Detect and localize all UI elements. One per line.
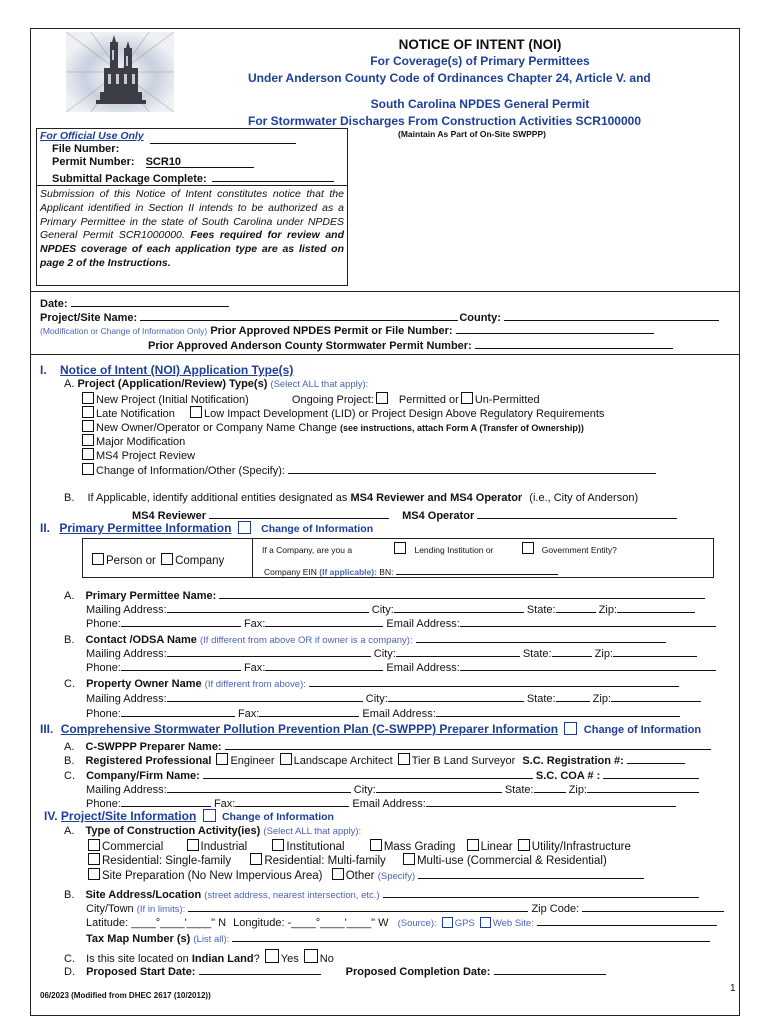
project-type-note: (Select ALL that apply): (270, 379, 369, 390)
utility-label: Utility/Infrastructure (531, 841, 631, 853)
government-label: Government Entity? (541, 545, 617, 555)
official-title-underline (150, 143, 296, 144)
b-email-field[interactable] (460, 659, 716, 671)
linear-label: Linear (480, 841, 513, 853)
section-3-title: Comprehensive Stormwater Pollution Prevention Plan (C-SWPPP) Preparer Information (60, 722, 559, 736)
new-project-checkbox[interactable] (82, 392, 94, 404)
s1-b-label: B. (64, 492, 75, 504)
res-multi-label: Residential: Multi-family (264, 855, 386, 867)
s3-c-label: C. (64, 770, 75, 782)
header-subtitle-2: Under Anderson County Code of Ordinances Chapter 24, Article V. and (248, 71, 651, 85)
date-label: Date: (40, 298, 68, 310)
tax-map-note: (List all): (193, 934, 230, 945)
other-label: Other (345, 870, 375, 882)
s4-d-label: D. (64, 966, 75, 978)
ongoing-label: Ongoing Project: (291, 394, 374, 406)
entity-box-divider (252, 538, 253, 578)
a-fax-label: Fax: (243, 618, 266, 630)
s3-state-field[interactable] (534, 781, 566, 793)
prior-npdes-field[interactable] (456, 322, 654, 334)
primary-permittee-field[interactable] (219, 587, 705, 599)
site-prep-checkbox[interactable] (88, 868, 100, 880)
s3-zip-label: Zip: (568, 784, 587, 796)
s3-fax-field[interactable] (235, 795, 349, 807)
c-phone-label: Phone: (86, 708, 121, 720)
other-note: (Specify) (377, 871, 416, 882)
yes-checkbox[interactable] (265, 949, 279, 963)
res-single-checkbox[interactable] (88, 853, 100, 865)
unpermitted-checkbox[interactable] (461, 392, 473, 404)
s2-change-label: Change of Information (261, 523, 374, 535)
s4-a-label: A. (64, 825, 75, 837)
a-city-label: City: (371, 604, 394, 616)
official-use-title: For Official Use Only (40, 130, 144, 142)
company-firm-field[interactable] (203, 767, 533, 779)
a-mailing-label: Mailing Address: (86, 604, 167, 616)
industrial-checkbox[interactable] (187, 839, 199, 851)
registered-professional-label: Registered Professional (85, 755, 212, 767)
website-field[interactable] (537, 914, 717, 926)
date-field[interactable] (71, 295, 229, 307)
s3-zip-field[interactable] (587, 781, 699, 793)
section-1-number: I. (40, 363, 47, 377)
c-email-field[interactable] (436, 705, 680, 717)
s1-b-text: If Applicable, identify additional entities designated as (87, 492, 348, 504)
s3-phone-label: Phone: (86, 798, 121, 810)
start-date-label: Proposed Start Date: (86, 966, 196, 978)
multi-use-label: Multi-use (Commercial & Residential) (416, 855, 607, 867)
contact-name-label: Contact /ODSA Name (85, 634, 197, 646)
a-phone-label: Phone: (86, 618, 121, 630)
modification-note: (Modification or Change of Information Only) (40, 326, 208, 336)
maintain-note: (Maintain As Part of On-Site SWPPP) (398, 129, 546, 139)
s3-fax-label: Fax: (213, 798, 236, 810)
construction-type-label: Type of Construction Activity(ies) (85, 825, 261, 837)
b-city-label: City: (373, 648, 396, 660)
property-owner-field[interactable] (309, 675, 679, 687)
section-4-title: Project/Site Information (60, 809, 197, 823)
a-zip-field[interactable] (617, 601, 695, 613)
contact-name-field[interactable] (416, 631, 666, 643)
government-checkbox[interactable] (522, 542, 534, 554)
ein-label: Company EIN (264, 567, 317, 577)
c-city-field[interactable] (388, 690, 524, 702)
engineer-checkbox[interactable] (216, 753, 228, 765)
late-notification-label: Late Notification (96, 408, 175, 420)
section-2-number: II. (40, 521, 51, 535)
permit-number-value: SCR10 (145, 156, 182, 168)
s3-change-label: Change of Information (583, 724, 702, 736)
city-town-label: City/Town (86, 903, 134, 915)
bn-field[interactable] (396, 565, 558, 575)
a-state-field[interactable] (556, 601, 596, 613)
indian-land-bold: Indian Land (191, 953, 254, 965)
mass-grading-label: Mass Grading (383, 841, 456, 853)
prior-county-field[interactable] (475, 337, 673, 349)
header-subtitle-3: South Carolina NPDES General Permit (370, 97, 590, 111)
city-town-field[interactable] (188, 900, 528, 912)
landscape-label: Landscape Architect (293, 755, 393, 767)
s2-a-label: A. (64, 590, 75, 602)
b-city-field[interactable] (396, 645, 520, 657)
b-zip-field[interactable] (613, 645, 697, 657)
res-single-label: Residential: Single-family (102, 855, 232, 867)
b-mailing-field[interactable] (167, 645, 371, 657)
institutional-label: Institutional (286, 841, 345, 853)
site-address-note: (street address, nearest intersection, etc.) (204, 890, 380, 901)
lid-checkbox[interactable] (190, 406, 202, 418)
landscape-checkbox[interactable] (280, 753, 292, 765)
preparer-name-label: C-SWPPP Preparer Name: (85, 741, 222, 753)
s3-city-field[interactable] (376, 781, 502, 793)
company-label: Company (175, 555, 225, 567)
gps-label: GPS (454, 918, 475, 929)
lending-checkbox[interactable] (394, 542, 406, 554)
source-label: (Source): (397, 918, 437, 929)
project-name-label: Project/Site Name: (40, 312, 138, 324)
county-field[interactable] (504, 309, 719, 321)
s2-change-checkbox[interactable] (238, 521, 251, 534)
a-zip-label: Zip: (598, 604, 617, 616)
change-other-field[interactable] (288, 462, 656, 474)
industrial-label: Industrial (200, 841, 248, 853)
registration-label: S.C. Registration #: (522, 755, 624, 767)
prior-npdes-label: Prior Approved NPDES Permit or File Number: (210, 325, 453, 337)
start-date-field[interactable] (199, 963, 321, 975)
late-notification-checkbox[interactable] (82, 406, 94, 418)
other-field[interactable] (418, 867, 644, 879)
lending-label: Lending Institution or (414, 545, 494, 555)
c-mailing-field[interactable] (167, 690, 363, 702)
new-project-label: New Project (Initial Notification) (96, 394, 249, 406)
s4-change-label: Change of Information (221, 811, 334, 823)
page-number: 1 (730, 983, 736, 994)
b-state-label: State: (522, 648, 552, 660)
s4-b-label: B. (64, 889, 75, 901)
other-checkbox[interactable] (332, 868, 344, 880)
tierb-checkbox[interactable] (398, 753, 410, 765)
c-city-label: City: (365, 693, 388, 705)
s3-phone-field[interactable] (121, 795, 211, 807)
header-subtitle-4: For Stormwater Discharges From Construction Activities SCR100000 (248, 114, 641, 128)
c-state-label: State: (526, 693, 556, 705)
fees-paragraph: Fees required for review and NPDES coverage of each application type are as listed on page 2 of the Instructions. (40, 229, 344, 269)
s3-change-checkbox[interactable] (564, 722, 577, 735)
section-4-number: IV. (44, 809, 58, 823)
website-label: Web Site: (492, 918, 534, 929)
institutional-checkbox[interactable] (272, 839, 284, 851)
property-owner-label: Property Owner Name (86, 678, 202, 690)
ms4-operator-field[interactable] (477, 507, 677, 519)
completion-date-label: Proposed Completion Date: (345, 966, 491, 978)
no-checkbox[interactable] (304, 949, 318, 963)
s4-change-checkbox[interactable] (203, 809, 216, 822)
new-owner-label: New Owner/Operator or Company Name Change (96, 422, 337, 434)
a-phone-field[interactable] (121, 615, 241, 627)
ein-note: (If applicable): (319, 567, 377, 577)
a-email-label: Email Address: (386, 618, 460, 630)
ms4-reviewer-field[interactable] (209, 507, 389, 519)
site-prep-label: Site Preparation (No New Impervious Area) (102, 870, 323, 882)
mass-grading-checkbox[interactable] (370, 839, 382, 851)
bn-label: BN: (379, 567, 394, 577)
new-owner-checkbox[interactable] (82, 420, 94, 432)
section-2-title: Primary Permittee Information (59, 521, 232, 535)
coa-label: S.C. COA # : (535, 770, 601, 782)
major-modification-checkbox[interactable] (82, 434, 94, 446)
construction-type-note: (Select ALL that apply): (263, 826, 362, 837)
form-title: NOTICE OF INTENT (NOI) (398, 37, 562, 52)
prior-county-label: Prior Approved Anderson County Stormwater Permit Number: (148, 340, 472, 352)
indian-land-question: Is this site located on (86, 953, 189, 965)
c-zip-field[interactable] (611, 690, 701, 702)
website-checkbox[interactable] (480, 917, 491, 928)
project-type-label: Project (Application/Review) Type(s) (77, 378, 268, 390)
s3-b-label: B. (64, 755, 75, 767)
c-fax-label: Fax: (237, 708, 260, 720)
s3-state-label: State: (504, 784, 534, 796)
notice-text (40, 188, 344, 271)
b-mailing-label: Mailing Address: (86, 648, 167, 660)
tierb-label: Tier B Land Surveyor (411, 755, 516, 767)
a-city-field[interactable] (394, 601, 524, 613)
site-address-label: Site Address/Location (85, 889, 202, 901)
county-label: County: (459, 312, 501, 324)
c-state-field[interactable] (556, 690, 590, 702)
section-3-number: III. (40, 722, 54, 736)
permitted-label: Permitted or (398, 394, 459, 406)
s3-email-label: Email Address: (352, 798, 426, 810)
no-label: No (319, 953, 334, 965)
unpermitted-label: Un-Permitted (474, 394, 540, 406)
submittal-complete-label: Submittal Package Complete: (52, 173, 207, 185)
contact-name-note: (If different from above OR if owner is a company): (199, 635, 413, 646)
s2-b-label: B. (64, 634, 75, 646)
a-fax-field[interactable] (265, 615, 383, 627)
section-1-title: Notice of Intent (NOI) Application Type(s) (60, 363, 294, 377)
new-owner-note: (see instructions, attach Form A (Transfer of Ownership)) (339, 423, 584, 433)
s1-a-label: A. (64, 378, 75, 390)
s3-mailing-field[interactable] (167, 781, 351, 793)
lid-label: Low Impact Development (LID) or Project Design Above Regulatory Requirements (203, 408, 605, 420)
s3-mailing-label: Mailing Address: (86, 784, 167, 796)
top-divider (30, 291, 740, 292)
primary-permittee-label: Primary Permittee Name: (85, 590, 217, 602)
yes-label: Yes (280, 953, 299, 965)
person-label: Person or (106, 555, 156, 567)
gps-checkbox[interactable] (442, 917, 453, 928)
submittal-complete-field[interactable] (212, 170, 334, 182)
footer-revision: 06/2023 (Modified from DHEC 2617 (10/2012)) (40, 991, 211, 1000)
completion-date-field[interactable] (494, 963, 606, 975)
change-other-label: Change of Information/Other (Specify): (96, 465, 285, 477)
major-modification-label: Major Modification (96, 436, 186, 448)
a-state-label: State: (526, 604, 556, 616)
registration-field[interactable] (627, 752, 685, 764)
b-state-field[interactable] (552, 645, 592, 657)
property-owner-note: (If different from above): (204, 679, 306, 690)
if-company-label: If a Company, are you a (262, 545, 353, 555)
permit-number-field[interactable] (146, 156, 254, 168)
c-fax-field[interactable] (259, 705, 359, 717)
ms4-review-label: MS4 Project Review (96, 450, 196, 462)
c-mailing-label: Mailing Address: (86, 693, 167, 705)
res-multi-checkbox[interactable] (250, 853, 262, 865)
tax-map-label: Tax Map Number (s) (86, 933, 191, 945)
c-email-label: Email Address: (362, 708, 436, 720)
s1-b-end: (i.e., City of Anderson) (529, 492, 639, 504)
s4-c-label: C. (64, 953, 75, 965)
b-email-label: Email Address: (386, 662, 460, 674)
utility-checkbox[interactable] (518, 839, 530, 851)
commercial-checkbox[interactable] (88, 839, 100, 851)
tax-map-field[interactable] (232, 930, 710, 942)
ms4-reviewer-label: MS4 Reviewer (132, 510, 206, 522)
company-checkbox[interactable] (161, 553, 173, 565)
linear-checkbox[interactable] (467, 839, 479, 851)
permitted-checkbox[interactable] (376, 392, 388, 404)
a-email-field[interactable] (460, 615, 716, 627)
c-zip-label: Zip: (592, 693, 611, 705)
coa-field[interactable] (603, 767, 699, 779)
project-name-field[interactable] (140, 309, 458, 321)
permit-number-label: Permit Number: (52, 156, 135, 168)
s3-email-field[interactable] (426, 795, 676, 807)
fields-divider (30, 354, 740, 355)
person-checkbox[interactable] (92, 553, 104, 565)
latitude-field[interactable]: Latitude: ____°____'____" N (86, 917, 227, 929)
s1-b-bold: MS4 Reviewer and MS4 Operator (350, 492, 523, 504)
change-other-checkbox[interactable] (82, 463, 94, 475)
header-subtitle-1: For Coverage(s) of Primary Permittees (370, 54, 590, 68)
ms4-review-checkbox[interactable] (82, 448, 94, 460)
s2-c-label: C. (64, 678, 75, 690)
engineer-label: Engineer (230, 755, 275, 767)
site-zip-field[interactable] (582, 900, 724, 912)
commercial-label: Commercial (102, 841, 164, 853)
site-zip-label: Zip Code: (531, 903, 580, 915)
company-firm-label: Company/Firm Name: (86, 770, 200, 782)
b-zip-label: Zip: (594, 648, 613, 660)
notice-paragraph: Submission of this Notice of Intent constitutes notice that the Applicant identified in Section II intends to be authorized as a Primary Permittee in the state of South Carolina under NPDES General Permit SCR1000000. (40, 188, 344, 242)
file-number-label: File Number: (52, 143, 120, 155)
s3-a-label: A. (64, 741, 75, 753)
site-address-field[interactable] (383, 886, 699, 898)
s3-city-label: City: (353, 784, 376, 796)
b-phone-field[interactable] (121, 659, 241, 671)
c-phone-field[interactable] (121, 705, 235, 717)
preparer-name-field[interactable] (225, 738, 711, 750)
multi-use-checkbox[interactable] (403, 853, 415, 865)
longitude-field[interactable]: Longitude: -____°____'____" W (233, 917, 389, 929)
in-limits-note: (If in limits): (136, 904, 186, 915)
b-fax-field[interactable] (265, 659, 383, 671)
b-phone-label: Phone: (86, 662, 121, 674)
b-fax-label: Fax: (243, 662, 266, 674)
ms4-operator-label: MS4 Operator (402, 510, 475, 522)
a-mailing-field[interactable] (167, 601, 369, 613)
